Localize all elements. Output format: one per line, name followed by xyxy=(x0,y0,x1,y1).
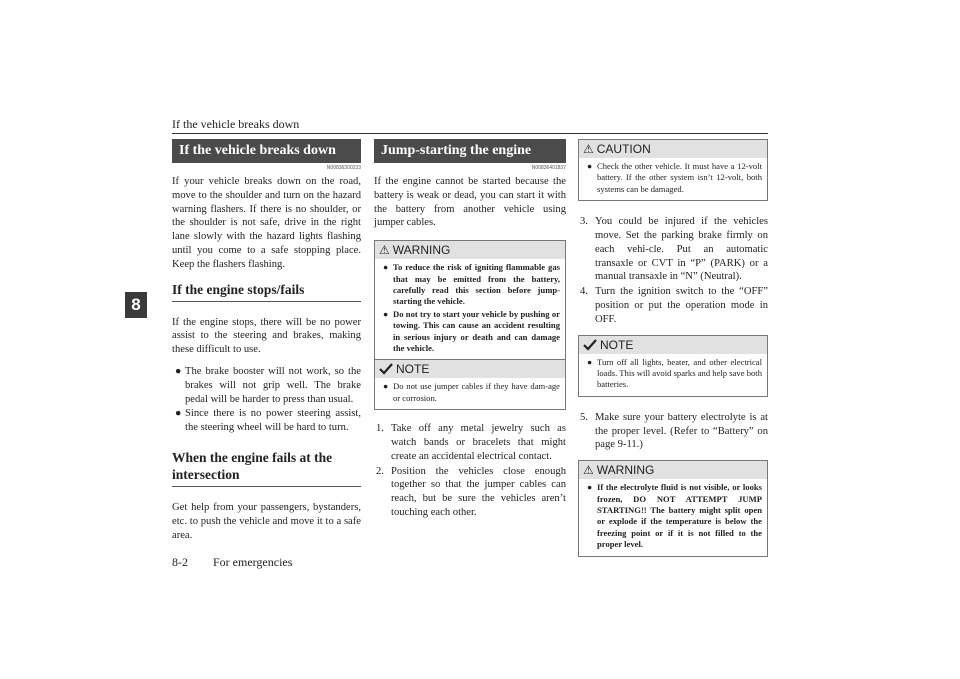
warning-header xyxy=(375,241,565,259)
caution-header xyxy=(579,140,767,158)
section-heading: If the vehicle breaks down xyxy=(172,139,361,163)
list-item: ● To reduce the risk of igniting flammable gas that may be emitted from the battery, carefully read this section before jump-starting the vehicle. xyxy=(383,262,560,307)
bullet-icon: ● xyxy=(383,381,389,392)
footer-section: For emergencies xyxy=(213,555,293,569)
caution-triangle-icon: ⚠ xyxy=(583,142,594,156)
list-item: ● The brake booster will not work, so the brakes will not grip well. The brake pedal will be harder to press than usual. xyxy=(175,365,361,405)
bullet-icon: ● xyxy=(587,482,593,493)
page-number: 8-2 xyxy=(172,555,188,569)
note-header xyxy=(579,336,767,354)
bullet-icon: ● xyxy=(587,356,593,367)
note-box xyxy=(374,360,566,410)
warning-box xyxy=(374,240,566,360)
list-item: 1. Take off any metal jewelry such as watch bands or bracelets that might create an accidental electrical contact. xyxy=(376,423,566,462)
section-heading: Jump-starting the engine xyxy=(374,139,566,163)
caution-box xyxy=(578,139,768,201)
note-header xyxy=(375,360,565,378)
note-label: NOTE xyxy=(396,362,430,377)
section-code: N00836401837 xyxy=(531,165,566,171)
note-label: NOTE xyxy=(600,337,634,352)
note-check-icon xyxy=(379,363,393,375)
engine-stops-paragraph: If the engine stops, there will be no power assist to the steering and brakes, making these difficult to use. xyxy=(172,316,361,356)
bullet-icon: ● xyxy=(175,408,182,420)
subheading-engine-stops: If the engine stops/fails xyxy=(172,281,361,302)
intro-paragraph: If the engine cannot be started because the battery is weak or dead, you can start it with the battery from another vehicle using jumper cables. xyxy=(374,176,566,229)
list-item: 4. Turn the ignition switch to the “OFF” position or put the operation mode in OFF. xyxy=(580,286,768,325)
warning-triangle-icon: ⚠ xyxy=(583,463,594,478)
list-item: 2. Position the vehicles close enough together so that the jumper cables can reach, but be sure the vehicles aren’t touching each other. xyxy=(376,465,566,519)
list-item: ● Do not use jumper cables if they have dam-age or corrosion. xyxy=(383,381,560,403)
warning-label: WARNING xyxy=(596,463,655,478)
list-item: ● If the electrolyte fluid is not visible, or looks frozen, DO NOT ATTEMPT JUMP STARTING!! The battery might split open or explode if the temperature is below the freezing point or if it is not filled to the proper level. xyxy=(587,482,762,550)
bullet-icon: ● xyxy=(175,365,182,377)
warning-box xyxy=(578,460,768,556)
warning-header xyxy=(579,461,767,479)
header-rule xyxy=(172,133,768,134)
page-footer xyxy=(172,555,292,570)
caution-label: CAUTION xyxy=(596,142,651,156)
column-3 xyxy=(578,139,768,557)
list-item: ● Since there is no power steering assist, the steering wheel will be hard to turn. xyxy=(175,408,361,434)
note-box xyxy=(578,335,768,397)
steps-list xyxy=(578,411,768,452)
subheading-intersection: When the engine fails at the intersection xyxy=(172,449,361,487)
list-item: ● Turn off all lights, heater, and other electrical loads. This will avoid sparks and help save both batteries. xyxy=(587,356,762,390)
intro-paragraph: If your vehicle breaks down on the road, move to the shoulder and turn on the hazard warning flashers. If there is no shoulder, or the shoulder is not safe, drive in the right lane slowly with the hazard lights flashing until you come to a safe stopping place. Keep the flashers flashing. xyxy=(172,176,361,270)
warning-triangle-icon: ⚠ xyxy=(379,243,390,258)
bullet-icon: ● xyxy=(383,262,389,273)
list-item: ● Check the other vehicle. It must have a 12-volt battery. If the other system isn’t 12-volt, both systems can be damaged. xyxy=(587,161,762,194)
warning-label: WARNING xyxy=(392,243,451,258)
list-item: 5. Make sure your battery electrolyte is at the proper level. (Refer to “Battery” on page 9-11.) xyxy=(580,411,768,451)
column-1 xyxy=(172,139,361,542)
running-header: If the vehicle breaks down xyxy=(172,117,300,131)
steps-list xyxy=(374,422,566,520)
list-item: 3. You could be injured if the vehicles move. Set the parking brake firmly on each vehi-cle. Put an automatic transaxle or CVT in “P” (PARK) or a manual transaxle in “N” (Neutral). xyxy=(580,216,768,283)
engine-stops-list xyxy=(172,365,361,435)
list-item: ● Do not try to start your vehicle by pushing or towing. This can cause an accident resulting in serious injury or death and can damage the vehicle. xyxy=(383,308,560,354)
section-code: N00836300233 xyxy=(326,165,361,171)
column-2 xyxy=(374,139,566,521)
steps-list xyxy=(578,215,768,326)
bullet-icon: ● xyxy=(383,308,389,319)
intersection-paragraph: Get help from your passengers, bystanders, etc. to push the vehicle and move it to a safe area. xyxy=(172,501,361,541)
chapter-tab: 8 xyxy=(125,292,147,318)
bullet-icon: ● xyxy=(587,161,593,171)
note-check-icon xyxy=(583,339,597,351)
